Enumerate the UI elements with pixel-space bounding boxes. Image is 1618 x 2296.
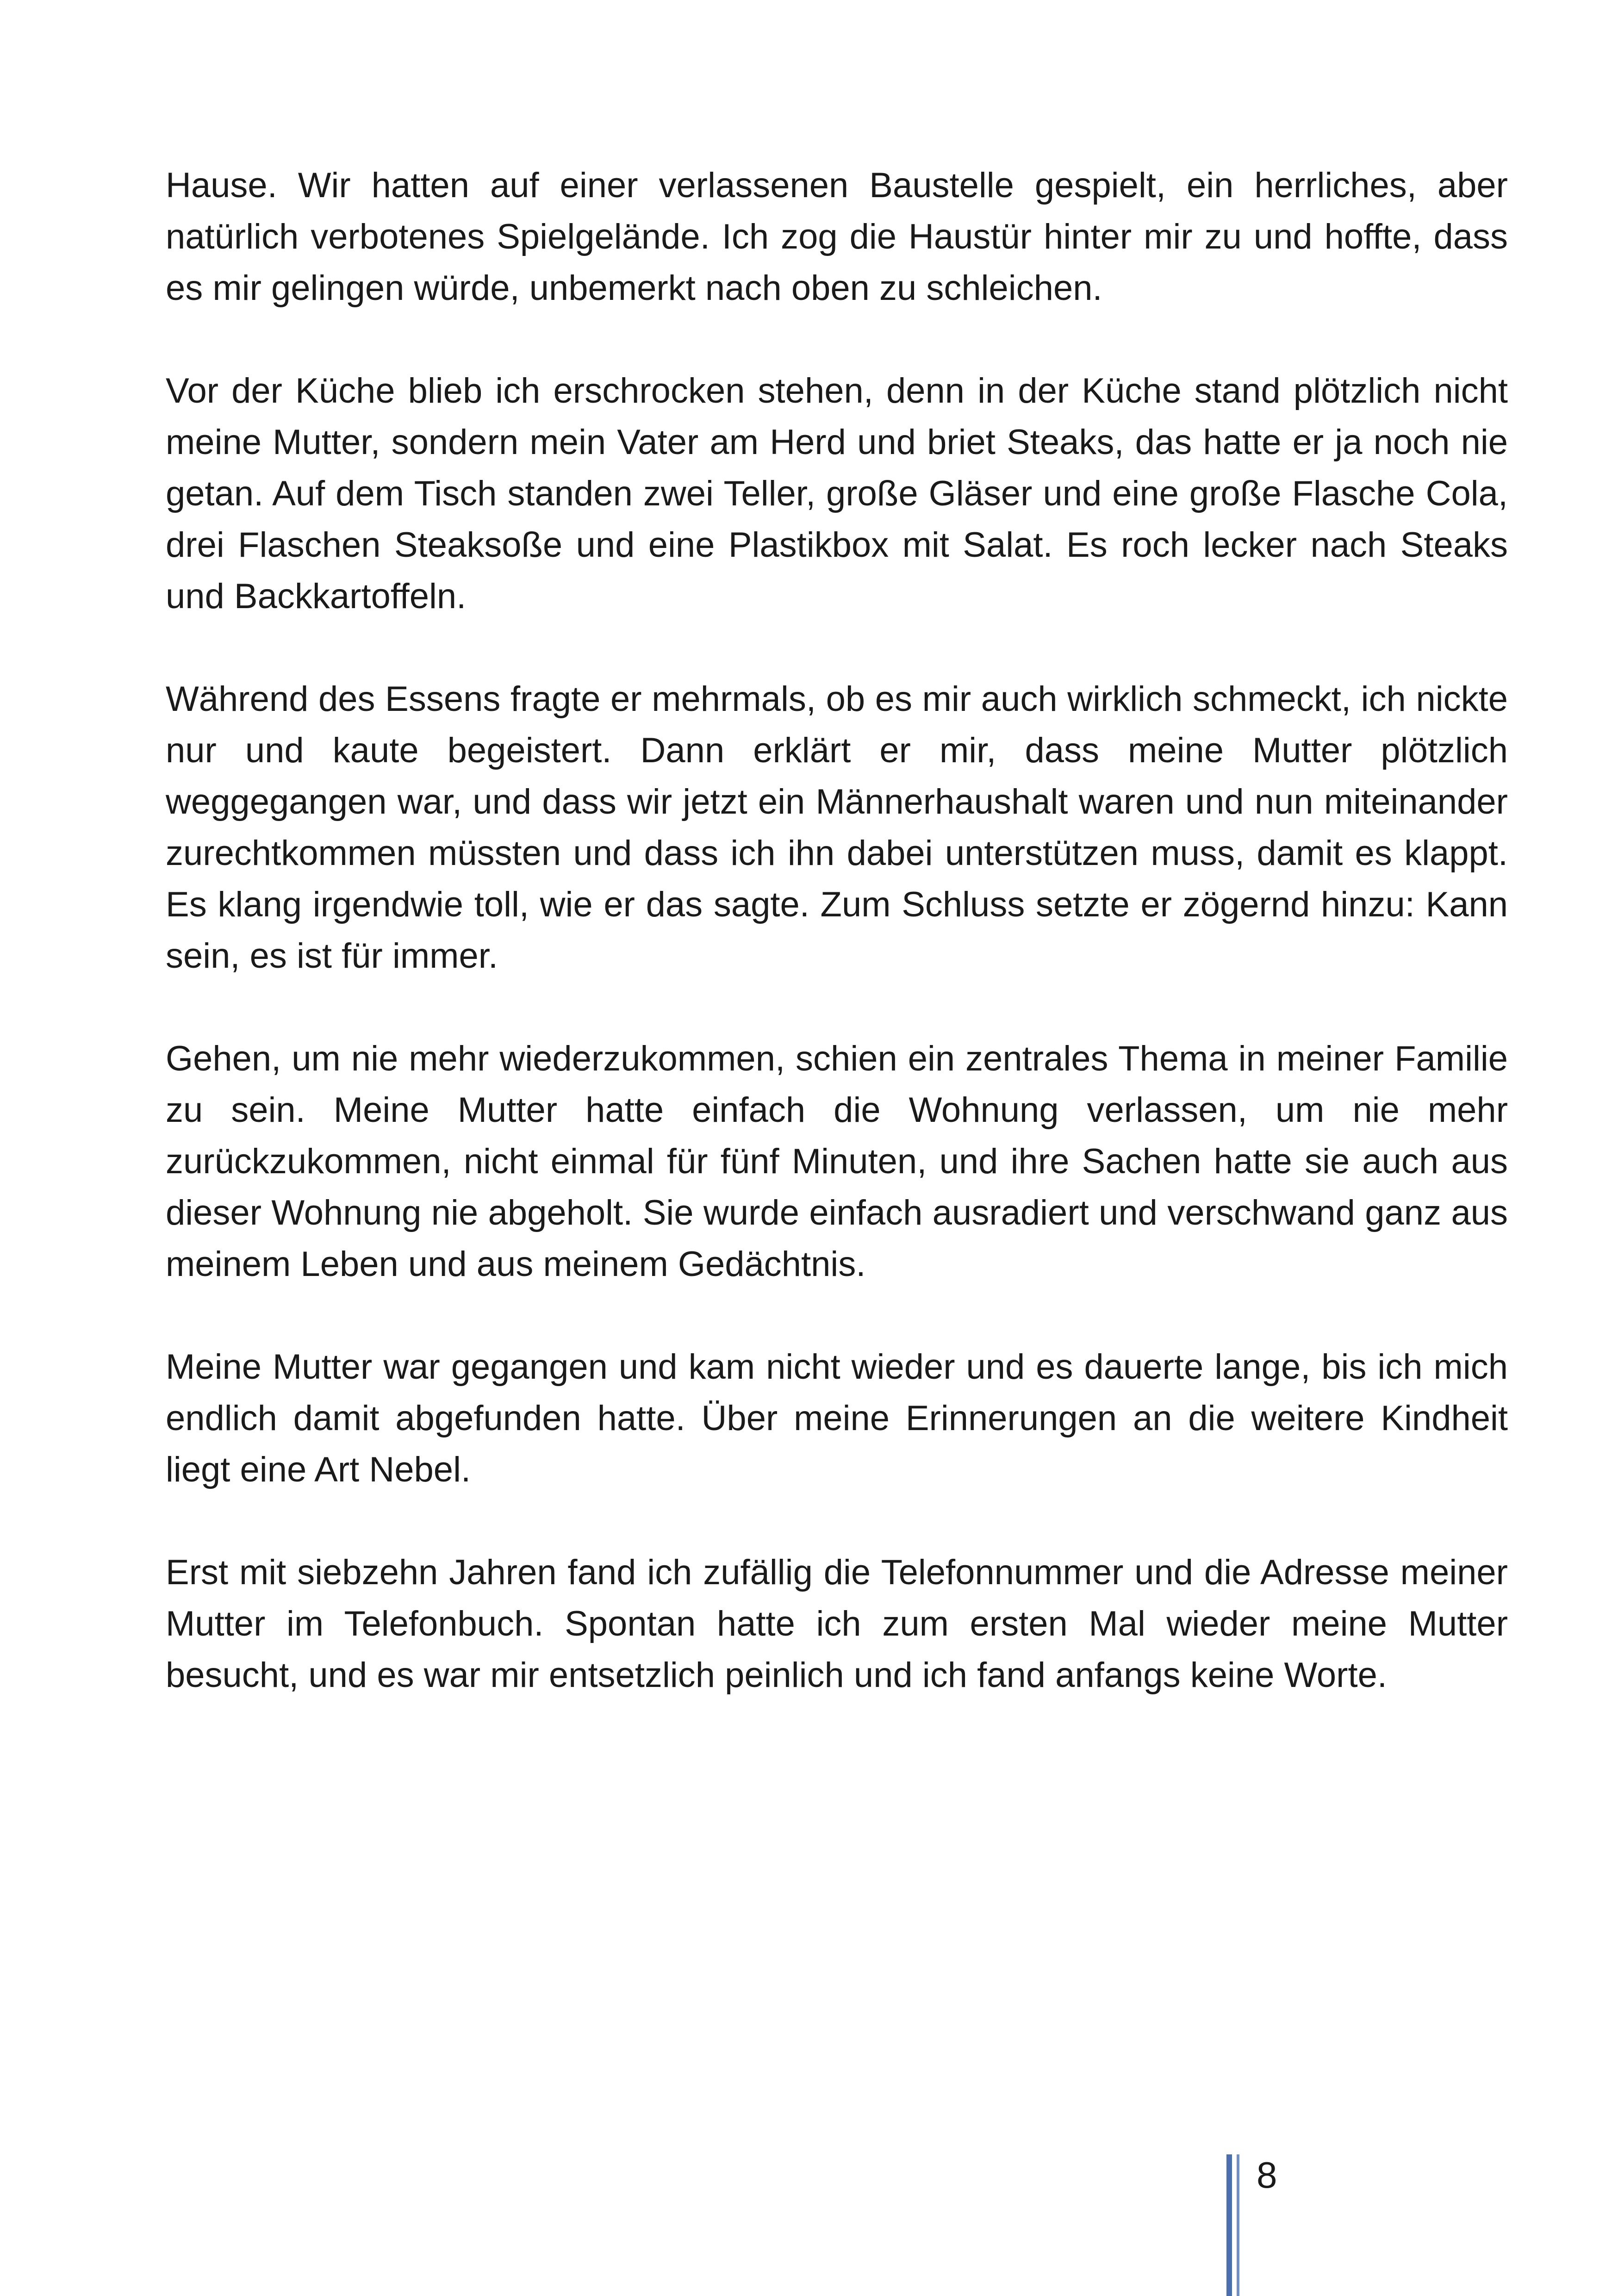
- paragraph-2: Vor der Küche blieb ich erschrocken stehen, denn in der Küche stand plötzlich nicht meine Mutter, sondern mein Vater am Herd und briet Steaks, das hatte er ja noch nie getan. Auf dem Tisch standen zwei Teller, große Gläser und eine große Flasche Cola, drei Flaschen Steaksoße und eine Plastikbox mit Salat. Es roch lecker nach Steaks und Backkartoffeln.: [166, 371, 1508, 616]
- page-number: 8: [1257, 2154, 1277, 2196]
- footer-decorative-bars: [1226, 2154, 1245, 2296]
- paragraph-3: Während des Essens fragte er mehrmals, ob es mir auch wirklich schmeckt, ich nickte nur und kaute begeistert. Dann erklärt er mir, dass meine Mutter plötzlich weggegangen war, und dass wir jetzt ein Männerhaushalt waren und nun miteinander zurechtkommen müssten und dass ich ihn dabei unterstützen muss, damit es klappt. Es klang irgendwie toll, wie er das sagte. Zum Schluss setzte er zögernd hinzu: Kann sein, es ist für immer.: [166, 679, 1508, 976]
- paragraph-4: Gehen, um nie mehr wiederzukommen, schien ein zentrales Thema in meiner Familie zu sein. Meine Mutter hatte einfach die Wohnung verlassen, um nie mehr zurückzukommen, nicht einmal für fünf Minuten, und ihre Sachen hatte sie auch aus dieser Wohnung nie abgeholt. Sie wurde einfach ausradiert und verschwand ganz aus meinem Leben und aus meinem Gedächtnis.: [166, 1039, 1508, 1284]
- paragraph-6: Erst mit siebzehn Jahren fand ich zufällig die Telefonnummer und die Adresse meiner Mutter im Telefonbuch. Spontan hatte ich zum ersten Mal wieder meine Mutter besucht, und es war mir entsetzlich peinlich und ich fand anfangs keine Worte.: [166, 1553, 1508, 1695]
- footer-bar-thin: [1237, 2154, 1239, 2296]
- paragraph-1: Hause. Wir hatten auf einer verlassenen Baustelle gespielt, ein herrliches, aber natürlich verbotenes Spielgelände. Ich zog die Haustür hinter mir zu und hoffte, dass es mir gelingen würde, unbemerkt nach oben zu schleichen.: [166, 166, 1508, 308]
- body-text: [166, 160, 1508, 1701]
- footer-bar-thick: [1226, 2154, 1232, 2296]
- paragraph-5: Meine Mutter war gegangen und kam nicht wieder und es dauerte lange, bis ich mich endlich damit abgefunden hatte. Über meine Erinnerungen an die weitere Kindheit liegt eine Art Nebel.: [166, 1347, 1508, 1489]
